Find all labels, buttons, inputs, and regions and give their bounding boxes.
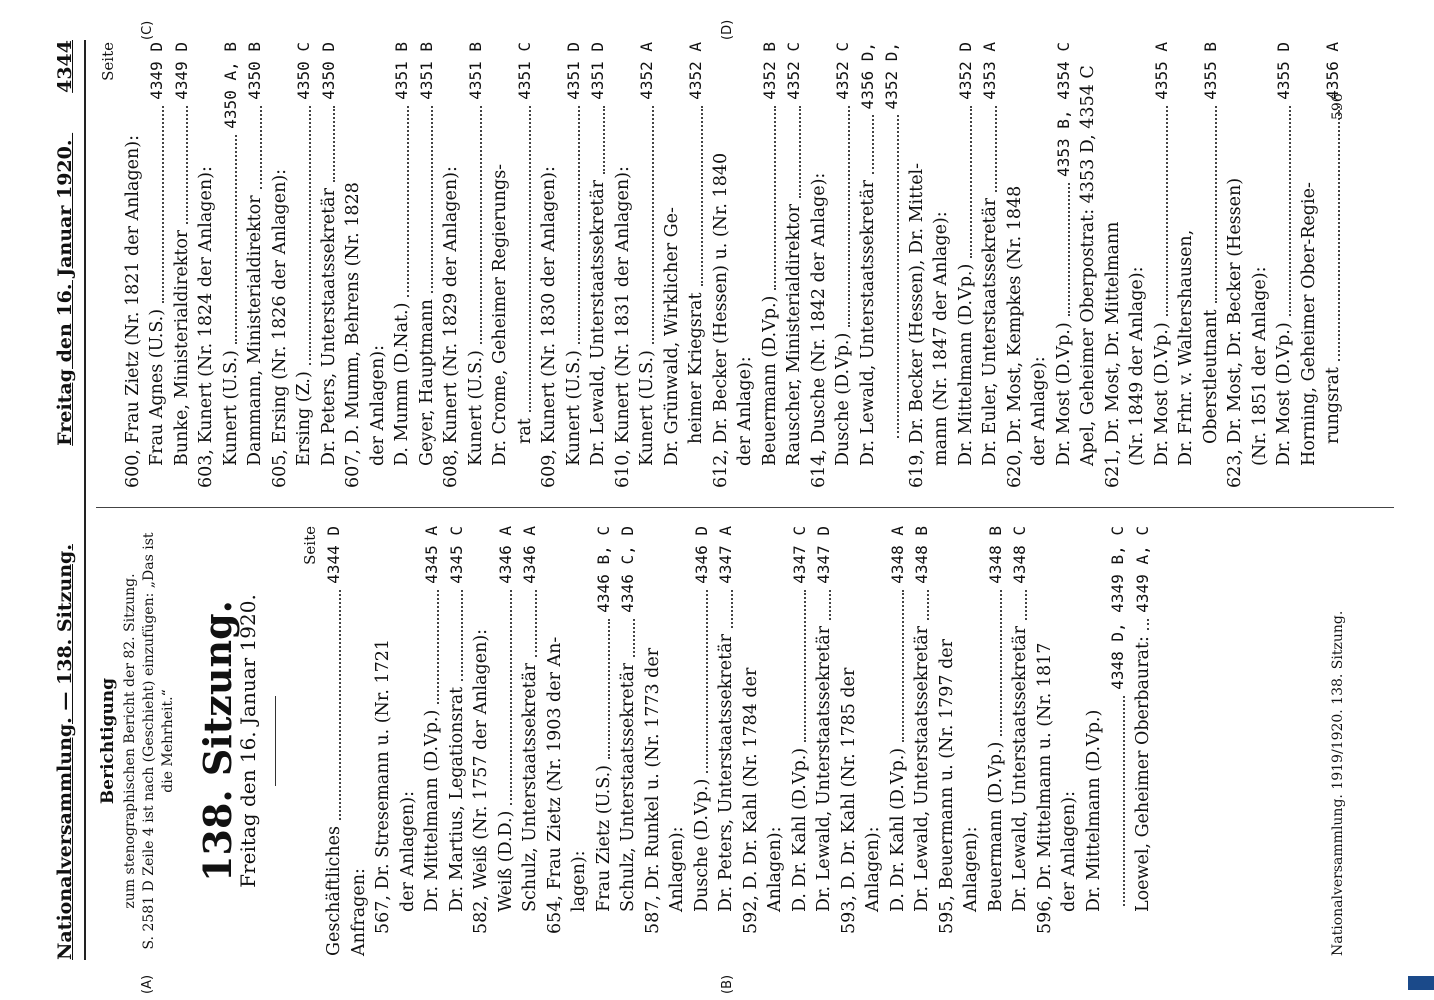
entry-text: Dr. Most (D.Vp.) (1151, 322, 1172, 466)
berichtigung-line: die Mehrheit.“ (159, 689, 176, 793)
index-entry: 610, Kunert (Nr. 1831 der Anlagen): (612, 166, 633, 488)
session-title: 138. Sitzung. (194, 600, 240, 882)
page-reference: 4348 D, 4349 B, C (1108, 526, 1127, 690)
page-reference: 4355 D (1274, 42, 1293, 100)
page-reference: 4351 B (465, 42, 485, 100)
entry-text: D. Dr. Kahl (D.Vp.) (887, 747, 908, 912)
leader-dots (897, 115, 899, 438)
index-entry (445, 526, 470, 956)
left-entries (322, 526, 1155, 956)
index-entry: 605, Ersing (Nr. 1826 der Anlagen): (269, 168, 290, 488)
right-entries (121, 42, 1346, 488)
page-reference: 4352 A (637, 42, 656, 100)
page-reference: 4346 D (691, 526, 711, 584)
leader-dots (535, 590, 537, 657)
index-entry (880, 42, 905, 488)
page-reference: 4347 C (789, 526, 809, 584)
page-reference: 4355 B (1200, 42, 1220, 100)
leader-dots (731, 590, 733, 628)
index-entry: Dr. Grünwald, Wirklicher Ge- (661, 207, 682, 466)
entry-text: Dr. Peters, Unterstaatssekretär (318, 188, 339, 466)
margin-marker-b: (B) (720, 974, 735, 994)
index-entry (954, 42, 979, 488)
index-entry: lagen): (569, 850, 589, 912)
index-entry: (Nr. 1851 der Anlage): (1249, 266, 1270, 466)
page-reference: 4350 D (318, 42, 338, 100)
page-reference: 4352 C (833, 42, 852, 100)
index-entry (586, 42, 611, 488)
leader-dots (706, 590, 708, 773)
page-reference: 4351 B (392, 42, 411, 100)
leader-dots (235, 135, 237, 344)
berichtigung-block (96, 526, 178, 956)
column-divider (96, 507, 1394, 508)
header-date: Freitag den 16. Januar 1920. (54, 139, 76, 446)
index-entry: der Anlagen): (397, 791, 418, 912)
page-reference: 4348 B (985, 526, 1005, 584)
leader-dots (902, 590, 904, 742)
index-entry (518, 526, 543, 956)
leader-dots (431, 106, 433, 293)
entry-text: Dusche (D.Vp.) (833, 332, 853, 466)
entry-text: D. Mumm (D.Nat.) (392, 302, 412, 466)
entry-text: Beuermann (D.Vp.) (985, 741, 1006, 912)
entry-text: Oberstleutnant (1200, 309, 1221, 444)
index-entry: 612, Dr. Becker (Hessen) u. (Nr. 1840 (710, 152, 731, 488)
page-reference: 4346 A (520, 526, 539, 584)
index-entry (831, 42, 856, 488)
index-entry (1272, 42, 1297, 488)
index-entry: der Anlage): (735, 356, 755, 466)
index-entry (494, 526, 519, 956)
entry-text: Geyer, Hauptmann (416, 299, 437, 466)
page-reference: 4345 A (422, 526, 441, 584)
index-entry: 620, Dr. Most, Kempkes (Nr. 1848 (1004, 185, 1025, 488)
entry-text: Dr. Martius, Legationsrat (446, 686, 467, 912)
leader-dots (407, 106, 409, 297)
leader-dots (804, 590, 806, 742)
page-reference: 4350 C (294, 42, 313, 100)
leader-dots (333, 106, 335, 182)
left-column (96, 526, 1155, 956)
index-entry: 593, D. Dr. Kahl (Nr. 1785 der (838, 667, 859, 934)
index-entry (1106, 526, 1131, 956)
index-entry: Dr. Mittelmann (D.Vp.) (1083, 709, 1104, 912)
page-reference: 4352 A (686, 42, 705, 100)
index-entry: 595, Beuermann u. (Nr. 1797 der (936, 639, 957, 934)
entry-text: Dr. Lewald, Unterstaatssekretär (1010, 625, 1030, 912)
leader-dots (461, 590, 463, 681)
leader-dots (1338, 106, 1340, 361)
leader-dots (829, 590, 831, 620)
index-entry: Anlagen): (863, 826, 883, 912)
index-entry: (Nr. 1849 der Anlage): (1127, 266, 1147, 466)
leader-dots (927, 590, 929, 620)
index-entry: Anlagen): (961, 826, 981, 912)
page-reference: 4355 A (1151, 42, 1171, 100)
page-reference: 4351 D (563, 42, 583, 100)
index-entry (243, 42, 268, 488)
index-entry (782, 42, 807, 488)
index-entry (420, 526, 445, 956)
entry-text: heimer Kriegsrat (686, 292, 706, 444)
leader-dots (339, 590, 341, 820)
index-entry (684, 42, 709, 488)
leader-dots (260, 106, 262, 190)
dfg-logo (1408, 976, 1434, 990)
page-reference: 4349 D (147, 42, 166, 100)
index-entry (562, 42, 587, 488)
entry-text: Frau Zietz (U.S.) (593, 765, 614, 912)
index-entry (292, 42, 317, 488)
index-entry (390, 42, 415, 488)
leader-dots (701, 106, 703, 287)
index-entry (788, 526, 813, 956)
entry-text: Beuermann (D.Vp.) (759, 295, 780, 466)
leader-dots (1123, 696, 1125, 906)
entry-text: Kunert (U.S.) (465, 350, 486, 466)
index-entry: 603, Kunert (Nr. 1824 der Anlagen): (196, 166, 216, 488)
index-entry (812, 526, 837, 956)
margin-marker-a: (A) (140, 974, 155, 994)
index-entry (415, 42, 440, 488)
index-entry (170, 42, 195, 488)
header-page-number: 4344 (54, 40, 76, 93)
header-right (54, 40, 76, 446)
header-left: Nationalversammlung. — 138. Sitzung. (54, 544, 76, 960)
page-reference: 4346 B, C (593, 526, 613, 613)
page-reference: 4352 C (784, 42, 803, 100)
page-reference: 4353 A (980, 42, 999, 100)
margin-marker-c: (C) (140, 20, 155, 40)
index-entry: Anfragen: (348, 868, 369, 956)
page-reference: 4350 B (245, 42, 264, 100)
entry-text: Ersing (Z.) (294, 371, 314, 466)
entry-text: Dr. Lewald, Unterstaatssekretär (814, 625, 834, 912)
index-entry (1052, 42, 1077, 488)
leader-dots (1289, 106, 1291, 317)
berichtigung-title: Berichtigung (98, 677, 118, 805)
index-entry (592, 526, 617, 956)
index-entry (886, 526, 911, 956)
index-entry: 614, Dusche (Nr. 1842 der Anlage): (808, 172, 829, 488)
leader-dots (603, 106, 605, 174)
index-entry: 592, D. Dr. Kahl (Nr. 1784 der (740, 667, 761, 934)
entry-text: Dr. Most (D.Vp.) (1274, 322, 1294, 466)
leader-dots (186, 106, 188, 224)
entry-text: Kunert (U.S.) (220, 350, 241, 466)
right-column (96, 42, 1346, 488)
entry-text: Bunke, Ministerialdirektor (171, 229, 192, 466)
index-entry: 600, Frau Zietz (Nr. 1821 der Anlagen): (122, 134, 143, 488)
entry-text: Dr. Lewald, Unterstaatssekretär (912, 625, 932, 912)
index-entry: 596, Dr. Mittelmann u. (Nr. 1817 (1034, 642, 1055, 934)
entry-text: Dr. Mittelmann (D.Vp.) (955, 263, 976, 466)
leader-dots (1215, 106, 1217, 304)
entry-text: rungsrat (1323, 367, 1343, 444)
entry-text: Kunert (U.S.) (563, 350, 584, 466)
index-entry: der Anlagen): (367, 345, 388, 466)
leader-dots (848, 106, 850, 327)
entry-text: Dusche (D.Vp.) (691, 778, 712, 912)
leader-dots (652, 106, 654, 344)
entry-text: Dr. Mittelmann (D.Vp.) (422, 709, 442, 912)
page-reference: 4346 C, D (618, 526, 637, 613)
index-entry (635, 42, 660, 488)
index-entry: Anlagen): (667, 826, 687, 912)
leader-dots (995, 106, 997, 192)
entry-text: Dr. Euler, Unterstaatssekretär (980, 197, 1000, 466)
index-entry (145, 42, 170, 488)
entry-text: Dr. Lewald, Unterstaatssekretär (588, 179, 608, 466)
entry-text: Rauscher, Ministerialdirektor (784, 203, 804, 466)
page-reference: 4356 A (1323, 42, 1342, 100)
footer-imprint: Nationalversammlung. 1919/1920. 138. Sitzung. (1330, 610, 1346, 956)
leader-dots (1068, 183, 1070, 316)
index-entry (322, 526, 347, 956)
index-entry (910, 526, 935, 956)
index-entry (856, 42, 881, 488)
leader-dots (1166, 106, 1168, 317)
leader-dots (309, 106, 311, 365)
index-entry (984, 526, 1009, 956)
entry-text: Frau Agnes (U.S.) (147, 308, 167, 466)
entry-text: D. Dr. Kahl (D.Vp.) (789, 747, 810, 912)
leader-dots (1147, 619, 1149, 630)
divider (275, 696, 276, 786)
page-reference: 4346 A (495, 526, 515, 584)
index-entry: 582, Weiß (Nr. 1757 der Anlagen): (471, 628, 491, 934)
index-entry: Dr. Crome, Geheimer Regierungs- (490, 163, 510, 466)
index-entry (758, 42, 783, 488)
index-entry (616, 526, 641, 956)
page-reference: 4351 C (514, 42, 534, 100)
leader-dots (970, 106, 972, 258)
index-entry (1131, 526, 1156, 956)
entry-text: Dammann, Ministerialdirektor (245, 195, 265, 466)
index-entry: mann (Nr. 1847 der Anlage): (931, 211, 951, 466)
leader-dots (510, 590, 512, 805)
margin-marker-d: (D) (720, 19, 735, 40)
entry-text: Loewel, Geheimer Oberbaurat: (1132, 636, 1153, 912)
page-reference: 4347 A (716, 526, 735, 584)
page-reference: 4351 B (416, 42, 436, 100)
entry-text: Geschäftliches (324, 826, 344, 956)
index-entry: der Anlage): (1029, 356, 1049, 466)
index-entry: Anlagen): (765, 826, 785, 912)
entry-text: Dr. Lewald, Unterstaatssekretär (857, 179, 878, 466)
index-entry (1008, 526, 1033, 956)
berichtigung-line: S. 2581 D Zeile 4 ist nach (Geschieht) einzufügen: „Das ist (140, 532, 157, 950)
index-entry (317, 42, 342, 488)
index-entry: 608, Kunert (Nr. 1829 der Anlagen): (441, 166, 461, 488)
header-rule (84, 40, 86, 960)
index-entry: 609, Kunert (Nr. 1830 der Anlagen): (539, 166, 559, 488)
leader-dots (872, 115, 874, 173)
page-reference: 4348 C (1010, 526, 1029, 584)
index-entry (978, 42, 1003, 488)
entry-text: Dr. Most (D.Vp.) (1053, 322, 1074, 466)
leader-dots (1025, 590, 1027, 620)
page-reference: 4351 D (588, 42, 607, 100)
leader-dots (529, 106, 531, 412)
index-entry (690, 526, 715, 956)
index-entry: der Anlagen): (1059, 791, 1079, 912)
entry-text: Schulz, Unterstaatssekretär (618, 662, 638, 912)
index-entry (464, 42, 489, 488)
leader-dots (578, 106, 580, 344)
index-entry (513, 42, 538, 488)
index-entry: 587, Dr. Runkel u. (Nr. 1773 der (642, 647, 663, 934)
index-entry (714, 526, 739, 956)
page-reference: 4350 A, B (220, 42, 240, 129)
index-entry: Horning, Geheimer Ober-Regie- (1298, 182, 1319, 466)
leader-dots (437, 590, 439, 704)
index-entry (219, 42, 244, 488)
index-entry: 621, Dr. Most, Dr. Mittelmann (1102, 221, 1123, 488)
page-reference: 4352 B (759, 42, 779, 100)
digitization-note (1414, 0, 1434, 1000)
footer-page-number: 596 (1330, 93, 1346, 120)
page-reference: 4345 C (446, 526, 466, 584)
index-entry (1199, 42, 1224, 488)
index-entry: Dr. Frhr. v. Waltershausen, (1176, 229, 1196, 466)
page-reference: 4356 D, (857, 42, 877, 110)
running-header (40, 40, 82, 960)
index-entry (1150, 42, 1175, 488)
leader-dots (162, 106, 164, 303)
entry-text: rat (514, 418, 535, 444)
page-reference: 4352 D (955, 42, 975, 100)
entry-text: Dr. Peters, Unterstaatssekretär (716, 634, 736, 912)
seite-label: Seite (300, 526, 319, 565)
page-reference: 4348 B (912, 526, 931, 584)
index-entry: 567, Dr. Stresemann u. (Nr. 1721 (373, 639, 393, 934)
index-entry: 654, Frau Zietz (Nr. 1903 der An- (544, 636, 565, 934)
page-reference: 4352 D, (882, 42, 901, 110)
berichtigung-line: zum stenographischen Bericht der 82. Sitzung. (121, 573, 138, 909)
page-reference: 4349 A, C (1132, 526, 1152, 613)
leader-dots (480, 106, 482, 344)
page-reference: 4344 D (324, 526, 343, 584)
page-reference: 4347 D (814, 526, 833, 584)
entry-text: Schulz, Unterstaatssekretär (520, 662, 540, 912)
index-entry: 619, Dr. Becker (Hessen), Dr. Mittel- (906, 162, 927, 488)
index-entry: Apel, Geheimer Oberpostrat: 4353 D, 4354 C (1078, 65, 1098, 466)
seite-label: Seite (99, 42, 117, 81)
session-date: Freitag den 16. Januar 1920. (236, 594, 260, 888)
page-reference: 4348 A (887, 526, 907, 584)
entry-text: Kunert (U.S.) (637, 350, 657, 466)
leader-dots (1000, 590, 1002, 736)
page-reference: 4353 B, 4354 C (1053, 42, 1073, 177)
leader-dots (774, 106, 776, 290)
leader-dots (633, 619, 635, 657)
page-reference: 4349 D (171, 42, 191, 100)
leader-dots (608, 619, 610, 759)
index-entry: 623, Dr. Most, Dr. Becker (Hessen) (1225, 177, 1245, 488)
index-entry: 607, D. Mumm, Behrens (Nr. 1828 (343, 182, 363, 488)
leader-dots (799, 106, 801, 198)
entry-text: Weiß (D.D.) (495, 810, 516, 912)
